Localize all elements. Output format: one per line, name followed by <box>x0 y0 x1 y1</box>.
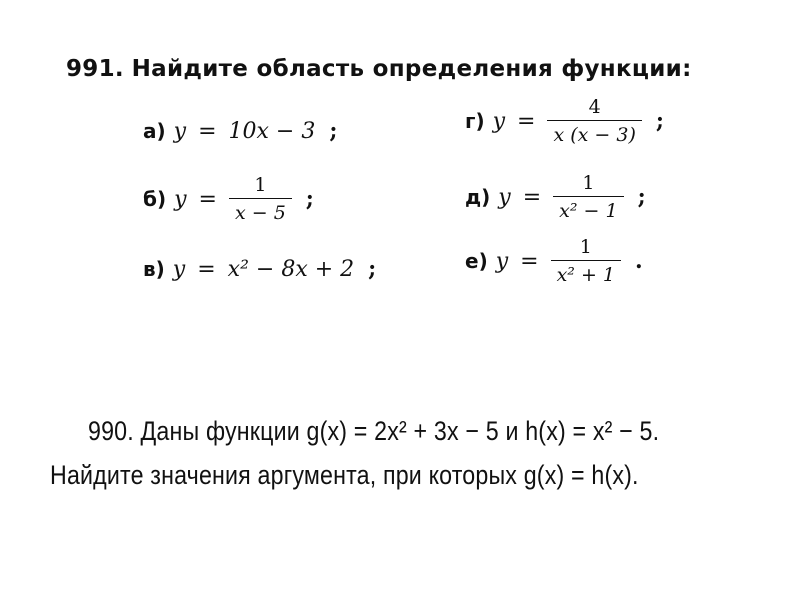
fraction <box>547 96 641 146</box>
fraction-denominator: x² + 1 <box>556 264 616 286</box>
item-b <box>143 174 314 224</box>
fraction <box>553 172 623 222</box>
fraction-denominator: x² − 1 <box>559 200 618 222</box>
equals-sign: = <box>197 256 216 282</box>
item-lhs: y <box>495 248 509 274</box>
equals-sign: = <box>198 186 217 212</box>
fraction <box>551 236 621 286</box>
problem-991-header <box>66 56 692 82</box>
equals-sign: = <box>520 248 539 274</box>
fraction <box>229 174 292 224</box>
problem-990-line-2 <box>50 460 639 491</box>
item-lhs: y <box>173 118 187 144</box>
item-terminator: ; <box>637 184 646 210</box>
item-v <box>143 256 376 282</box>
fraction-numerator: 1 <box>254 174 267 196</box>
item-lhs: y <box>174 186 187 212</box>
item-label: а) <box>143 119 166 143</box>
problem-text: Даны функции g(x) = 2x² + 3x − 5 и h(x) = x² − 5. <box>140 416 660 446</box>
fraction-numerator: 1 <box>582 172 595 194</box>
problem-text: Найдите значения аргумента, при которых g(x) = h(x). <box>50 460 639 490</box>
fraction-numerator: 4 <box>588 96 601 118</box>
item-d <box>465 172 646 222</box>
item-a <box>143 118 337 144</box>
equals-sign: = <box>198 118 217 144</box>
equals-sign: = <box>517 108 536 134</box>
item-expression: 10x − 3 <box>228 118 316 144</box>
item-lhs: y <box>498 184 511 210</box>
item-label: д) <box>465 185 491 209</box>
item-label: в) <box>143 257 165 281</box>
equals-sign: = <box>522 184 542 210</box>
item-expression: x² − 8x + 2 <box>227 256 355 282</box>
item-e <box>465 236 643 286</box>
fraction-denominator: x (x − 3) <box>553 124 636 146</box>
fraction-numerator: 1 <box>579 236 592 258</box>
problem-number: 990. <box>88 416 134 446</box>
item-terminator: ; <box>655 108 664 134</box>
item-lhs: y <box>492 108 506 134</box>
item-terminator: ; <box>305 186 314 212</box>
item-lhs: y <box>172 256 186 282</box>
item-label: б) <box>143 187 167 211</box>
item-terminator: . <box>635 248 643 274</box>
item-terminator: ; <box>368 256 377 282</box>
problem-990-line-1 <box>88 416 659 447</box>
problem-title: Найдите область определения функции: <box>131 56 692 82</box>
item-label: г) <box>465 109 485 133</box>
fraction-denominator: x − 5 <box>234 202 286 224</box>
item-g <box>465 96 664 146</box>
problem-number: 991. <box>66 56 124 82</box>
item-terminator: ; <box>329 118 338 144</box>
item-label: е) <box>465 249 488 273</box>
